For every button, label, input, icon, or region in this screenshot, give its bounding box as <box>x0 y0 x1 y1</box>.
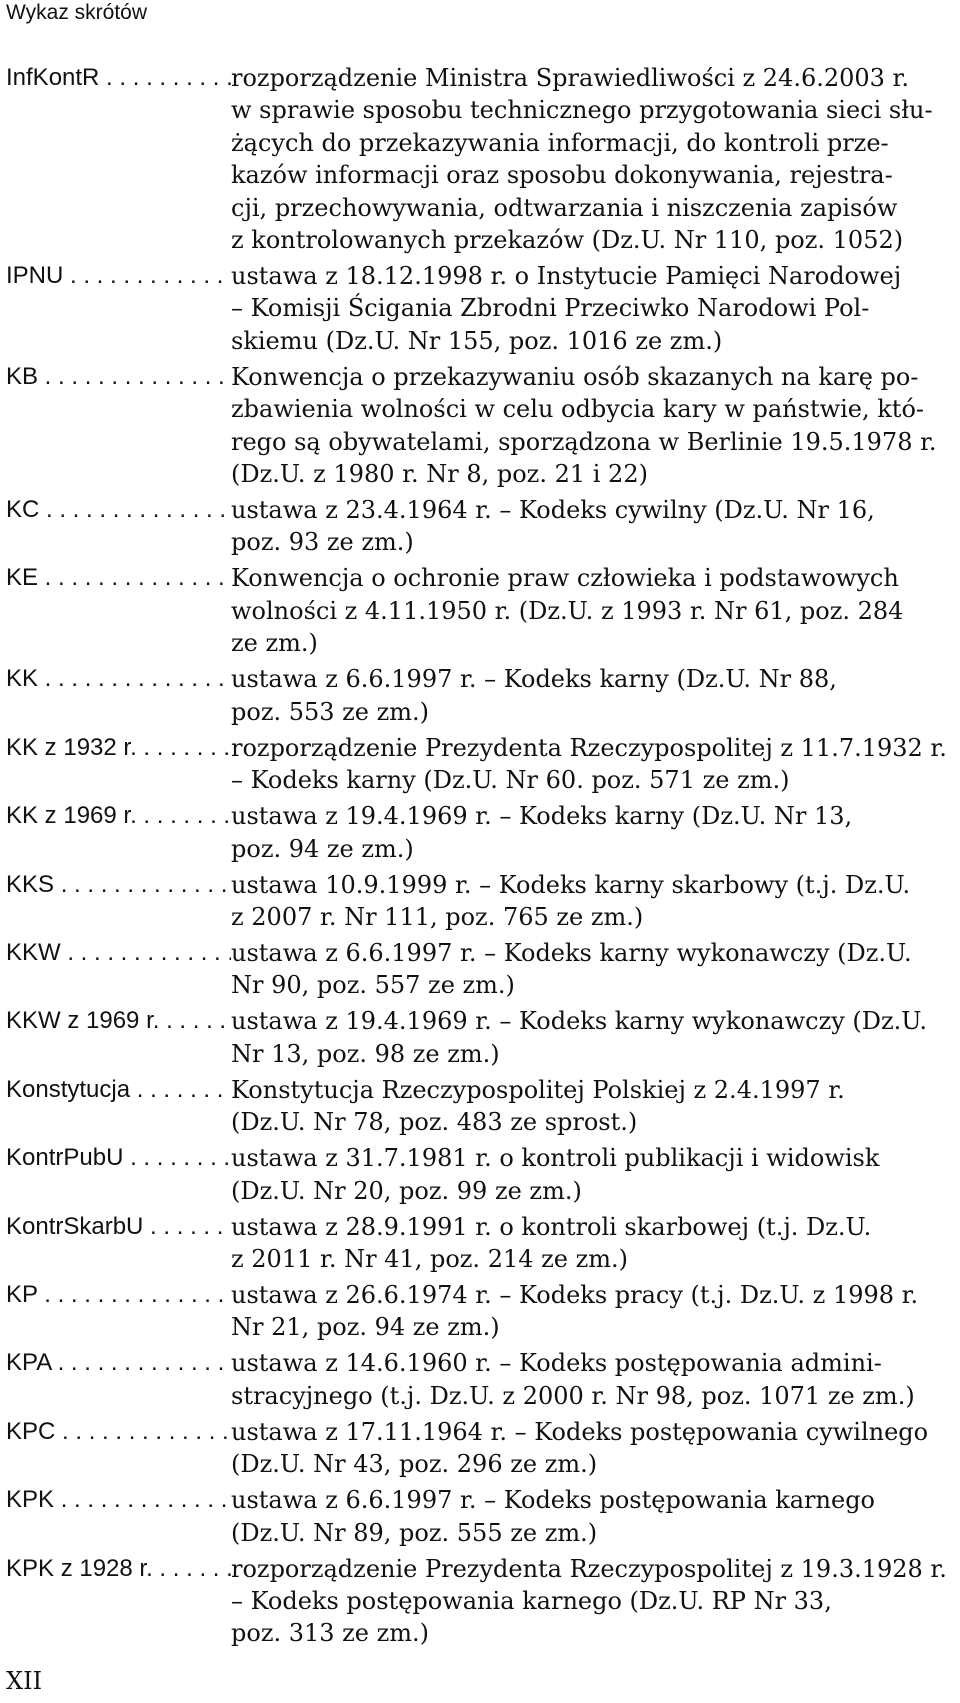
abbreviation-definition <box>231 361 946 491</box>
definition-line: ustawa z 18.12.1998 r. o Instytucie Pamięci Narodowej <box>231 262 902 291</box>
abbreviation-entry <box>6 1005 946 1070</box>
abbreviation-entry <box>6 1279 946 1344</box>
definition-line: Konwencja o ochronie praw człowieka i podstawowych <box>231 564 899 593</box>
abbreviation-definition <box>231 1553 946 1650</box>
definition-line: rozporządzenie Prezydenta Rzeczypospolitej z 19.3.1928 r. <box>231 1554 947 1583</box>
definition-line: stracyjnego (t.j. Dz.U. z 2000 r. Nr 98, poz. 1071 ze zm.) <box>231 1381 915 1410</box>
abbreviation-definition <box>231 663 946 728</box>
definition-line: z 2007 r. Nr 111, poz. 765 ze zm.) <box>231 902 644 931</box>
definition-line: ustawa z 6.6.1997 r. – Kodeks karny wykonawczy (Dz.U. <box>231 938 912 967</box>
abbreviation-definition <box>231 1211 946 1276</box>
abbreviation-definition <box>231 1074 946 1139</box>
abbreviation-term: Konstytucja . . . <box>6 1074 231 1139</box>
abbreviation-term: KC . . . <box>6 494 231 559</box>
abbreviation-term: KKS . . . <box>6 869 231 934</box>
definition-line: (Dz.U. Nr 20, poz. 99 ze zm.) <box>231 1176 582 1205</box>
abbreviation-entry <box>6 1553 946 1650</box>
abbreviation-term: KP . . . <box>6 1279 231 1344</box>
abbreviation-definition <box>231 62 946 256</box>
definition-line: (Dz.U. Nr 43, poz. 296 ze zm.) <box>231 1450 598 1479</box>
abbreviation-definition <box>231 1416 946 1481</box>
abbreviation-definition <box>231 1005 946 1070</box>
definition-line: w sprawie sposobu technicznego przygotowania sieci słu- <box>231 96 933 125</box>
abbreviation-definition <box>231 494 946 559</box>
abbreviation-entry <box>6 361 946 491</box>
abbreviation-term: KPC . . . <box>6 1416 231 1481</box>
definition-line: rozporządzenie Prezydenta Rzeczypospolitej z 11.7.1932 r. <box>231 733 947 762</box>
abbreviation-definition <box>231 562 946 659</box>
abbreviation-term: KKW . . . <box>6 937 231 1002</box>
abbreviation-term: KontrPubU . . . <box>6 1142 231 1207</box>
abbreviation-definition <box>231 1347 946 1412</box>
abbreviation-entry <box>6 732 946 797</box>
abbreviation-entry <box>6 494 946 559</box>
abbreviation-entry <box>6 1074 946 1139</box>
definition-line: ustawa z 6.6.1997 r. – Kodeks postępowania karnego <box>231 1486 876 1515</box>
abbreviation-definition <box>231 1279 946 1344</box>
abbreviation-entry <box>6 62 946 256</box>
definition-line: poz. 93 ze zm.) <box>231 528 414 557</box>
definition-line: Konstytucja Rzeczypospolitej Polskiej z 2.4.1997 r. <box>231 1075 845 1104</box>
abbreviation-list <box>6 62 946 1653</box>
definition-line: – Kodeks postępowania karnego (Dz.U. RP Nr 33, <box>231 1586 832 1615</box>
definition-line: ustawa 10.9.1999 r. – Kodeks karny skarbowy (t.j. Dz.U. <box>231 870 911 899</box>
abbreviation-entry <box>6 869 946 934</box>
definition-line: Konwencja o przekazywaniu osób skazanych na karę po- <box>231 362 919 391</box>
definition-line: poz. 313 ze zm.) <box>231 1619 430 1648</box>
abbreviation-entry <box>6 1211 946 1276</box>
definition-line: rozporządzenie Ministra Sprawiedliwości z 24.6.2003 r. <box>231 64 910 92</box>
abbreviation-entry <box>6 1347 946 1412</box>
definition-line: ze zm.) <box>231 629 318 658</box>
abbreviation-term: KE . . . <box>6 562 231 659</box>
section-title: Wykaz skrótów <box>6 1 148 24</box>
definition-line: ustawa z 31.7.1981 r. o kontroli publikacji i widowisk <box>231 1144 880 1173</box>
definition-line: – Kodeks karny (Dz.U. Nr 60. poz. 571 ze zm.) <box>231 766 790 795</box>
abbreviation-definition <box>231 732 946 797</box>
abbreviation-term: KontrSkarbU . . . <box>6 1211 231 1276</box>
abbreviation-term: InfKontR . . . <box>6 62 231 256</box>
abbreviation-entry <box>6 1416 946 1481</box>
abbreviation-entry <box>6 937 946 1002</box>
definition-line: rego są obywatelami, sporządzona w Berlinie 19.5.1978 r. <box>231 427 937 456</box>
definition-line: zbawienia wolności w celu odbycia kary w państwie, któ- <box>231 395 925 424</box>
definition-line: (Dz.U. z 1980 r. Nr 8, poz. 21 i 22) <box>231 460 648 489</box>
definition-line: ustawa z 26.6.1974 r. – Kodeks pracy (t.j. Dz.U. z 1998 r. <box>231 1280 919 1309</box>
definition-line: Nr 21, poz. 94 ze zm.) <box>231 1313 500 1342</box>
definition-line: Nr 90, poz. 557 ze zm.) <box>231 971 515 1000</box>
abbreviation-entry <box>6 562 946 659</box>
abbreviation-term: KK . . . <box>6 663 231 728</box>
definition-line: ustawa z 23.4.1964 r. – Kodeks cywilny (Dz.U. Nr 16, <box>231 496 875 525</box>
definition-line: Nr 13, poz. 98 ze zm.) <box>231 1039 500 1068</box>
definition-line: poz. 94 ze zm.) <box>231 834 414 863</box>
definition-line: ustawa z 28.9.1991 r. o kontroli skarbowej (t.j. Dz.U. <box>231 1212 872 1241</box>
abbreviation-definition <box>231 1484 946 1549</box>
page-number: XII <box>6 1667 43 1695</box>
abbreviation-term: KK z 1969 r. . . . <box>6 800 231 865</box>
definition-line: żących do przekazywania informacji, do kontroli prze- <box>231 128 889 157</box>
definition-line: ustawa z 19.4.1969 r. – Kodeks karny (Dz.U. Nr 13, <box>231 802 853 831</box>
definition-line: skiemu (Dz.U. Nr 155, poz. 1016 ze zm.) <box>231 326 723 355</box>
definition-line: wolności z 4.11.1950 r. (Dz.U. z 1993 r. Nr 61, poz. 284 <box>231 596 904 625</box>
abbreviation-term: KK z 1932 r. . . . <box>6 732 231 797</box>
definition-line: ustawa z 6.6.1997 r. – Kodeks karny (Dz.U. Nr 88, <box>231 665 837 694</box>
abbreviation-entry <box>6 260 946 357</box>
abbreviation-definition <box>231 937 946 1002</box>
abbreviation-term: KPK z 1928 r. . . . <box>6 1553 231 1650</box>
definition-line: z kontrolowanych przekazów (Dz.U. Nr 110, poz. 1052) <box>231 226 904 255</box>
definition-line: (Dz.U. Nr 78, poz. 483 ze sprost.) <box>231 1108 638 1137</box>
definition-line: z 2011 r. Nr 41, poz. 214 ze zm.) <box>231 1244 628 1273</box>
definition-line: kazów informacji oraz sposobu dokonywania, rejestra- <box>231 161 893 190</box>
definition-line: cji, przechowywania, odtwarzania i niszczenia zapisów <box>231 193 898 222</box>
abbreviation-definition <box>231 260 946 357</box>
definition-line: (Dz.U. Nr 89, poz. 555 ze zm.) <box>231 1518 598 1547</box>
abbreviation-definition <box>231 1142 946 1207</box>
abbreviation-term: KKW z 1969 r. . . . <box>6 1005 231 1070</box>
definition-line: ustawa z 17.11.1964 r. – Kodeks postępowania cywilnego <box>231 1417 929 1446</box>
abbreviation-entry <box>6 1142 946 1207</box>
abbreviation-term: KPA . . . <box>6 1347 231 1412</box>
abbreviation-entry <box>6 663 946 728</box>
abbreviation-definition <box>231 869 946 934</box>
definition-line: ustawa z 19.4.1969 r. – Kodeks karny wykonawczy (Dz.U. <box>231 1007 927 1036</box>
definition-line: – Komisji Ścigania Zbrodni Przeciwko Narodowi Pol- <box>231 294 870 323</box>
definition-line: ustawa z 14.6.1960 r. – Kodeks postępowania admini- <box>231 1349 882 1378</box>
abbreviation-entry <box>6 800 946 865</box>
definition-line: poz. 553 ze zm.) <box>231 697 430 726</box>
abbreviation-definition <box>231 800 946 865</box>
abbreviation-term: IPNU . . . <box>6 260 231 357</box>
abbreviation-term: KPK . . . <box>6 1484 231 1549</box>
abbreviation-entry <box>6 1484 946 1549</box>
abbreviation-term: KB . . . <box>6 361 231 491</box>
